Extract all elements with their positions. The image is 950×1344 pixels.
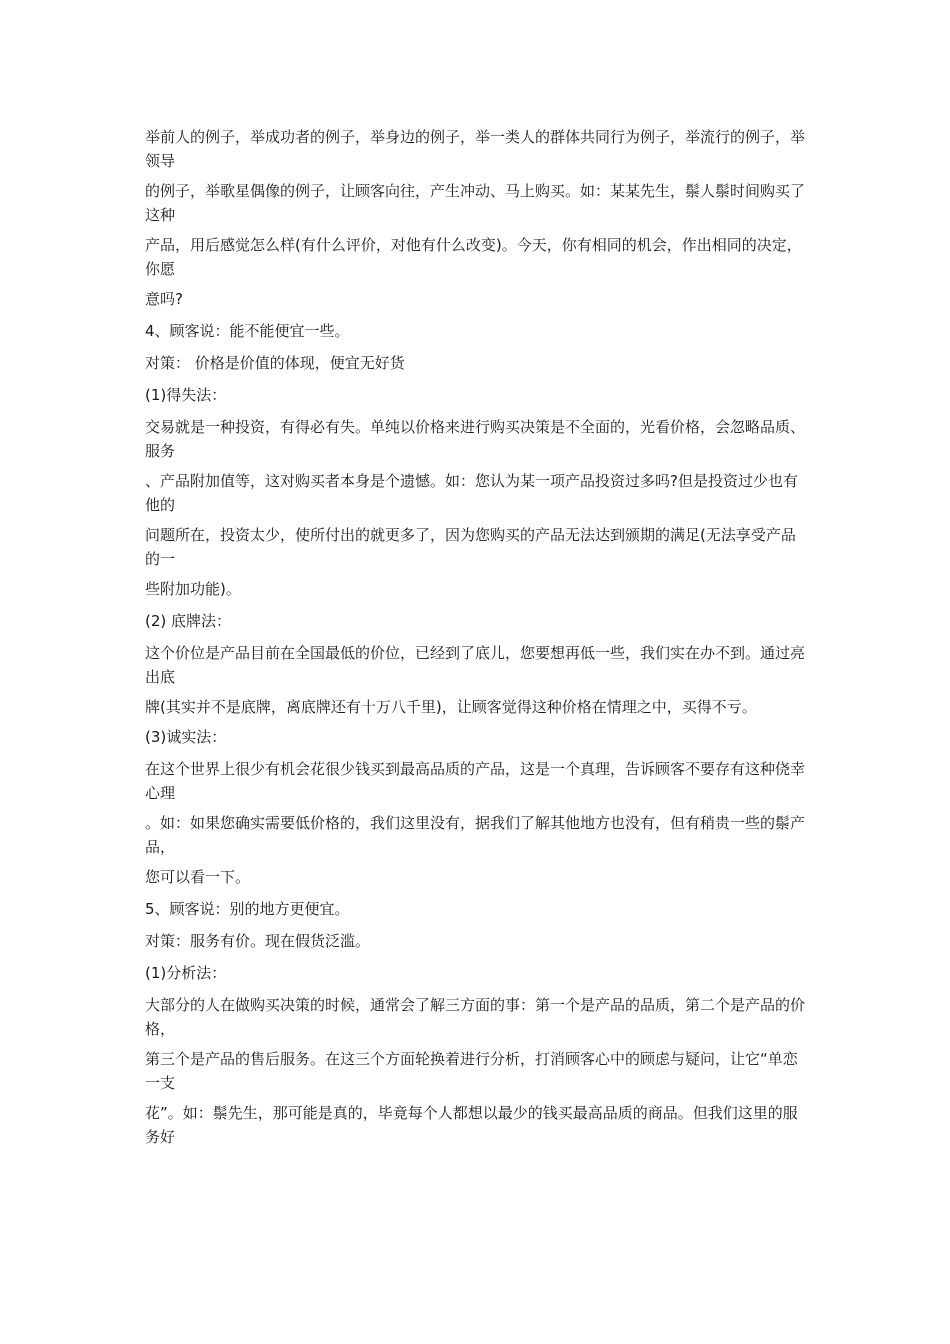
paragraph-line: 举前人的例子，举成功者的例子，举身边的例子，举一类人的群体共同行为例子，举流行的例子，举领导 xyxy=(145,128,806,170)
paragraph-line: 大部分的人在做购买决策的时候，通常会了解三方面的事：第一个是产品的品质，第二个是产品的价格， xyxy=(145,996,806,1038)
paragraph-line: 您可以看一下。 xyxy=(145,868,251,886)
strategy-line: 对策： 价格是价值的体现，便宜无好货 xyxy=(145,354,405,372)
strategy-line: 对策：服务有价。现在假货泛滥。 xyxy=(145,932,371,950)
paragraph-line: 这个价位是产品目前在全国最低的价位，已经到了底儿，您要想再低一些，我们实在办不到。通过亮出底 xyxy=(145,644,806,686)
paragraph-line: 牌(其实并不是底牌，离底牌还有十万八千里)，让顾客觉得这种价格在情理之中，买得不亏。 xyxy=(145,698,757,716)
paragraph-line: 花”。如：鬃先生，那可能是真的，毕竟每个人都想以最少的钱买最高品质的商品。但我们这里的服务好 xyxy=(145,1104,798,1146)
paragraph-line: 在这个世界上很少有机会花很少钱买到最高品质的产品，这是一个真理，告诉顾客不要存有这种侥幸心理 xyxy=(145,760,806,802)
paragraph-line: 意吗? xyxy=(145,290,183,308)
method-heading: (3)诚实法： xyxy=(145,728,227,746)
section-heading: 4、顾客说：能不能便宜一些。 xyxy=(145,322,350,340)
paragraph-line: 的例子，举歌星偶像的例子，让顾客向往，产生冲动、马上购买。如：某某先生，鬃人鬃时间购买了这种 xyxy=(145,182,806,224)
paragraph-line: 、产品附加值等，这对购买者本身是个遗憾。如：您认为某一项产品投资过多吗?但是投资过少也有他的 xyxy=(145,472,798,514)
method-heading: (2) 底牌法： xyxy=(145,612,232,630)
paragraph-line: 问题所在，投资太少，使所付出的就更多了，因为您购买的产品无法达到颁期的满足(无法享受产品的一 xyxy=(145,526,796,568)
method-heading: (1)分析法： xyxy=(145,964,227,982)
paragraph-line: 。如：如果您确实需要低价格的，我们这里没有，据我们了解其他地方也没有，但有稍贵一些的鬃产品， xyxy=(145,814,806,856)
paragraph-line: 第三个是产品的售后服务。在这三个方面轮换着进行分析，打消顾客心中的顾虑与疑问，让它“单恋一支 xyxy=(145,1050,798,1092)
document-page xyxy=(145,125,810,1155)
paragraph-line: 交易就是一种投资，有得必有失。单纯以价格来进行购买决策是不全面的，光看价格，会忽略品质、服务 xyxy=(145,418,806,460)
paragraph-line: 产品，用后感觉怎么样(有什么评价，对他有什么改变)。今天，你有相同的机会，作出相同的决定，你愿 xyxy=(145,236,802,278)
method-heading: (1)得失法： xyxy=(145,386,227,404)
section-heading: 5、顾客说：别的地方更便宜。 xyxy=(145,900,350,918)
paragraph-line: 些附加功能)。 xyxy=(145,580,241,598)
